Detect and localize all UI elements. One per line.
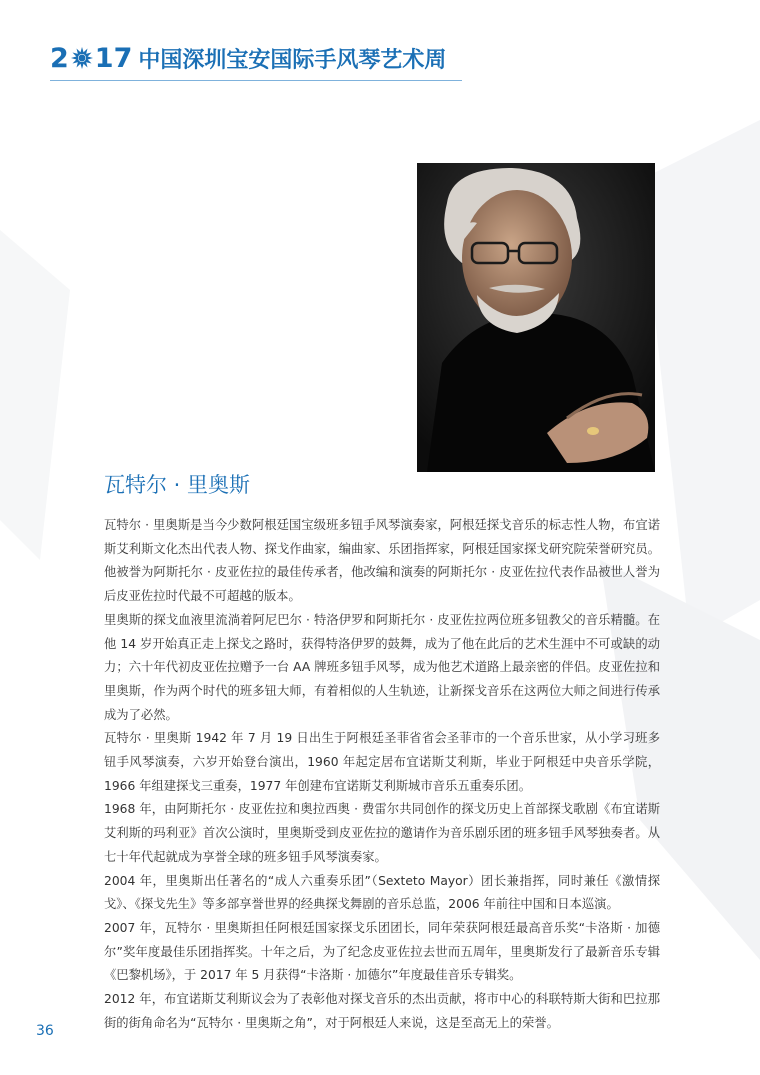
biography-paragraph: 里奥斯的探戈血液里流淌着阿尼巴尔 · 特洛伊罗和阿斯托尔 · 皮亚佐拉两位班多钮教父的音乐精髓。在他 14 岁开始真正走上探戈之路时，获得特洛伊罗的鼓舞，成为了他在此后的艺术生涯中不可或缺的动力；六十年代初皮亚佐拉赠予一台 AA 牌班多钮手风琴，成为他艺术道路上最亲密的伴侣。皮亚佐拉和里奥斯，作为两个时代的班多钮大师，有着相似的人生轨迹，让新探戈音乐在这两位大师之间进行传承成为了必然。 <box>104 612 660 722</box>
year-digit-2: 2 <box>50 42 69 74</box>
header-divider <box>50 80 462 81</box>
artist-name-heading: 瓦特尔 · 里奥斯 <box>104 473 251 497</box>
artist-portrait-photo <box>417 163 655 472</box>
year-digits-17: 17 <box>94 42 133 74</box>
header-year-logo <box>50 43 132 74</box>
biography-text <box>104 514 660 1035</box>
portrait-illustration <box>417 163 655 472</box>
page-header <box>50 38 462 78</box>
biography-paragraph: 瓦特尔 · 里奥斯 1942 年 7 月 19 日出生于阿根廷圣菲省省会圣菲市的一个音乐世家，从小学习班多钮手风琴演奏，六岁开始登台演出，1960 年起定居布宜诺斯艾利斯，毕业于阿根廷中央音乐学院，1966 年组建探戈三重奏，1977 年创建布宜诺斯艾利斯城市音乐五重奏乐团。 <box>104 731 660 793</box>
page-number: 36 <box>36 1023 54 1039</box>
header-title: 中国深圳宝安国际手风琴艺术周 <box>138 47 447 73</box>
sun-logo-icon <box>70 46 94 70</box>
biography-paragraph: 瓦特尔 · 里奥斯是当今少数阿根廷国宝级班多钮手风琴演奏家，阿根廷探戈音乐的标志性人物，布宜诺斯艾利斯文化杰出代表人物、探戈作曲家，编曲家、乐团指挥家，阿根廷国家探戈研究院荣誉研究员。他被誉为阿斯托尔 · 皮亚佐拉的最佳传承者，他改编和演奏的阿斯托尔 · 皮亚佐拉代表作品被世人誉为后皮亚佐拉时代最不可超越的版本。 <box>104 518 660 604</box>
biography-paragraph: 2007 年，瓦特尔 · 里奥斯担任阿根廷国家探戈乐团团长，同年荣获阿根廷最高音乐奖“卡洛斯 · 加德尔”奖年度最佳乐团指挥奖。十年之后，为了纪念皮亚佐拉去世而五周年，里奥斯发行了最新音乐专辑《巴黎机场》，于 2017 年 5 月获得“卡洛斯 · 加德尔”年度最佳音乐专辑奖。 <box>104 920 660 983</box>
biography-paragraph: 2012 年，布宜诺斯艾利斯议会为了表彰他对探戈音乐的杰出贡献，将市中心的科联特斯大街和巴拉那街的街角命名为“瓦特尔 · 里奥斯之角”，对于阿根廷人来说，这是至高无上的荣誉。 <box>104 992 660 1030</box>
biography-paragraph: 1968 年，由阿斯托尔 · 皮亚佐拉和奥拉西奥 · 费雷尔共同创作的探戈历史上首部探戈歌剧《布宜诺斯艾利斯的玛利亚》首次公演时，里奥斯受到皮亚佐拉的邀请作为音乐剧乐团的班多钮手风琴独奏者。从七十年代起就成为享誉全球的班多钮手风琴演奏家。 <box>104 802 660 864</box>
biography-paragraph: 2004 年，里奥斯出任著名的“成人六重奏乐团”（Sexteto Mayor）团长兼指挥，同时兼任《激情探戈》、《探戈先生》等多部享誉世界的经典探戈舞剧的音乐总监，2006 年前往中国和日本巡演。 <box>104 873 660 912</box>
